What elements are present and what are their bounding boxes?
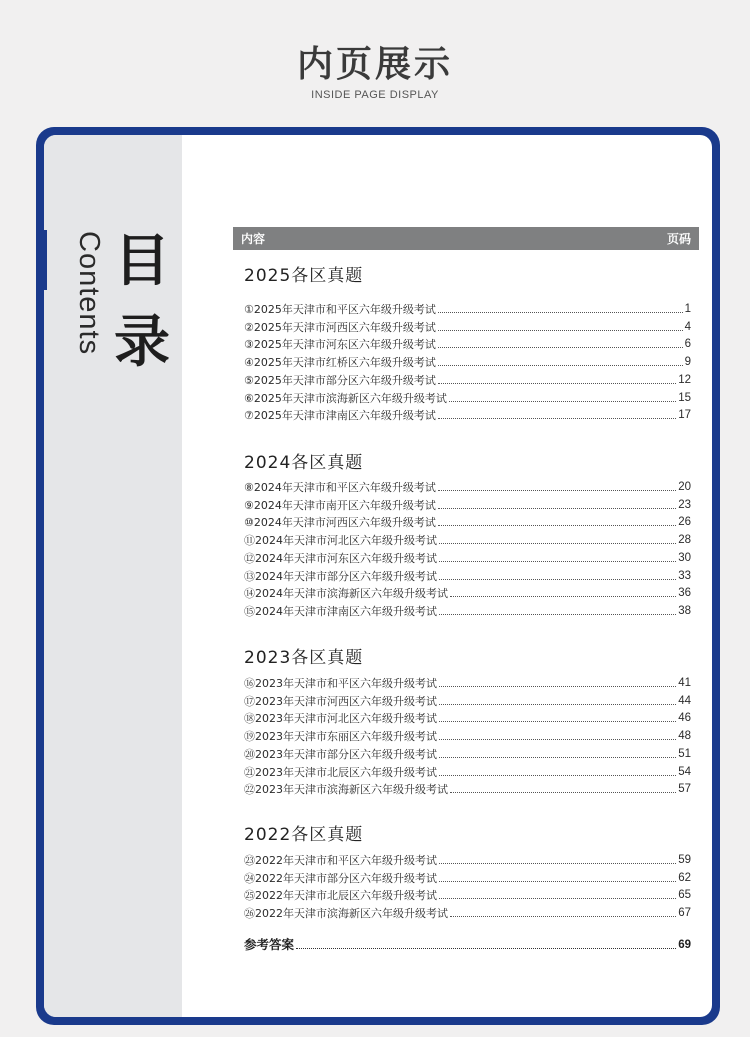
side-accent-bar bbox=[44, 230, 47, 290]
dot-leader bbox=[438, 330, 683, 331]
dot-leader bbox=[439, 775, 676, 776]
toc-title-char-1: 目 bbox=[114, 229, 170, 294]
toc-entry-label: ㉑2023年天津市北辰区六年级升级考试 bbox=[244, 765, 437, 779]
toc-entry-page: 54 bbox=[678, 765, 691, 778]
toc-entry bbox=[244, 568, 691, 585]
section-title: 2023各区真题 bbox=[244, 648, 364, 668]
toc-entry bbox=[244, 781, 691, 798]
toc-entry bbox=[244, 301, 691, 318]
toc-entry-page: 65 bbox=[678, 889, 691, 902]
toc-entry-page: 38 bbox=[678, 604, 691, 617]
dot-leader bbox=[439, 561, 676, 562]
toc-entry-page: 33 bbox=[678, 569, 691, 582]
toc-title-char-2: 录 bbox=[114, 310, 170, 375]
answers-entry bbox=[244, 936, 691, 954]
toc-entry bbox=[244, 887, 691, 904]
toc-entry bbox=[244, 514, 691, 531]
dot-leader bbox=[296, 948, 676, 949]
dot-leader bbox=[438, 383, 676, 384]
dot-leader bbox=[438, 418, 676, 419]
dot-leader bbox=[438, 508, 676, 509]
toc-entry-label: ㉖2022年天津市滨海新区六年级升级考试 bbox=[244, 907, 448, 921]
toc-entry-page: 36 bbox=[678, 587, 691, 600]
toc-entry-label: ⑭2024年天津市滨海新区六年级升级考试 bbox=[244, 587, 448, 601]
dot-leader bbox=[439, 739, 676, 740]
dot-leader bbox=[438, 347, 683, 348]
section-title: 2024各区真题 bbox=[244, 453, 364, 473]
toc-entry bbox=[244, 372, 691, 389]
toc-entry-label: ⑩2024年天津市河西区六年级升级考试 bbox=[244, 516, 436, 530]
dot-leader bbox=[439, 579, 676, 580]
toc-entry-page: 51 bbox=[678, 747, 691, 760]
toc-entry-page: 59 bbox=[678, 854, 691, 866]
toc-entry-label: ㉕2022年天津市北辰区六年级升级考试 bbox=[244, 889, 437, 903]
dot-leader bbox=[450, 792, 676, 793]
toc-entry-page: 48 bbox=[678, 730, 691, 743]
toc-entry bbox=[244, 319, 691, 336]
toc-entry-page: 41 bbox=[678, 677, 691, 689]
dot-leader bbox=[439, 543, 676, 544]
toc-entry-page: 28 bbox=[678, 534, 691, 547]
toc-entry-label: ⑥2025年天津市滨海新区六年级升级考试 bbox=[244, 391, 447, 405]
contents-vertical-label: Contents bbox=[73, 231, 105, 356]
dot-leader bbox=[439, 898, 676, 899]
dot-leader bbox=[439, 881, 676, 882]
contents-side-panel bbox=[44, 135, 182, 1017]
toc-entry-page: 12 bbox=[678, 373, 691, 386]
toc-entry-page: 6 bbox=[684, 338, 691, 351]
dot-leader bbox=[438, 365, 683, 366]
answers-label: 参考答案 bbox=[244, 937, 295, 952]
page-subtitle: INSIDE PAGE DISPLAY bbox=[311, 89, 439, 101]
toc-entry-page: 26 bbox=[678, 516, 691, 529]
toc-entry-label: ④2025年天津市红桥区六年级升级考试 bbox=[244, 356, 436, 370]
toc-entry-label: ⑤2025年天津市部分区六年级升级考试 bbox=[244, 373, 436, 387]
toc-entry-page: 20 bbox=[678, 481, 691, 493]
toc-entry bbox=[244, 354, 691, 371]
toc-content bbox=[233, 227, 699, 952]
dot-leader bbox=[439, 614, 676, 615]
toc-entry-page: 15 bbox=[678, 391, 691, 404]
toc-entry-page: 1 bbox=[684, 303, 691, 315]
dot-leader bbox=[439, 686, 676, 687]
toc-entry bbox=[244, 710, 691, 727]
toc-entry-page: 9 bbox=[684, 356, 691, 369]
toc-entry bbox=[244, 693, 691, 710]
toc-entry bbox=[244, 870, 691, 887]
toc-entry bbox=[244, 585, 691, 602]
toc-entry-label: ⑰2023年天津市河西区六年级升级考试 bbox=[244, 694, 437, 708]
dot-leader bbox=[450, 596, 676, 597]
toc-entry-label: ③2025年天津市河东区六年级升级考试 bbox=[244, 338, 436, 352]
toc-entry-label: ⑪2024年天津市河北区六年级升级考试 bbox=[244, 534, 437, 548]
dot-leader bbox=[438, 312, 683, 313]
toc-entry bbox=[244, 905, 691, 922]
dot-leader bbox=[439, 863, 676, 864]
toc-entry bbox=[244, 603, 691, 620]
dot-leader bbox=[439, 704, 676, 705]
toc-entry bbox=[244, 390, 691, 407]
toc-entry-label: ⑫2024年天津市河东区六年级升级考试 bbox=[244, 551, 437, 565]
toc-entry-label: ⑧2024年天津市和平区六年级升级考试 bbox=[244, 481, 436, 494]
header-page-label: 页码 bbox=[666, 232, 691, 246]
toc-entry bbox=[244, 336, 691, 353]
toc-entry-page: 30 bbox=[678, 551, 691, 564]
toc-entry bbox=[244, 407, 691, 424]
toc-entry bbox=[244, 764, 691, 781]
toc-entry bbox=[244, 675, 691, 692]
toc-entry-page: 67 bbox=[678, 907, 691, 920]
toc-entry bbox=[244, 532, 691, 549]
page-title: 内页展示 bbox=[296, 44, 453, 85]
toc-entry-page: 4 bbox=[684, 320, 691, 333]
display-frame bbox=[36, 127, 720, 1025]
toc-entry bbox=[244, 746, 691, 763]
toc-entry-label: ⑦2025年天津市津南区六年级升级考试 bbox=[244, 409, 436, 423]
toc-entry-label: ⑮2024年天津市津南区六年级升级考试 bbox=[244, 604, 437, 618]
answers-page: 69 bbox=[678, 939, 691, 951]
toc-entry-page: 44 bbox=[678, 694, 691, 707]
toc-entry-label: ⑱2023年天津市河北区六年级升级考试 bbox=[244, 712, 437, 726]
dot-leader bbox=[438, 490, 676, 491]
toc-entry-label: ⑳2023年天津市部分区六年级升级考试 bbox=[244, 747, 437, 761]
header-content-label: 内容 bbox=[241, 232, 266, 246]
section-title: 2022各区真题 bbox=[244, 825, 364, 845]
dot-leader bbox=[438, 525, 676, 526]
toc-entry-label: ㉔2022年天津市部分区六年级升级考试 bbox=[244, 871, 437, 885]
toc-table-header bbox=[233, 227, 699, 250]
toc-entry-page: 17 bbox=[678, 409, 691, 422]
toc-entry-label: ②2025年天津市河西区六年级升级考试 bbox=[244, 320, 436, 334]
section-title: 2025各区真题 bbox=[244, 266, 364, 286]
toc-entry-label: ㉒2023年天津市滨海新区六年级升级考试 bbox=[244, 783, 448, 797]
dot-leader bbox=[439, 757, 676, 758]
toc-entry-page: 57 bbox=[678, 783, 691, 796]
toc-entry-page: 46 bbox=[678, 712, 691, 725]
toc-entry-label: ⑲2023年天津市东丽区六年级升级考试 bbox=[244, 730, 437, 744]
dot-leader bbox=[439, 721, 676, 722]
toc-entry-label: ㉓2022年天津市和平区六年级升级考试 bbox=[244, 854, 437, 867]
toc-entry bbox=[244, 728, 691, 745]
toc-entry-label: ⑨2024年天津市南开区六年级升级考试 bbox=[244, 498, 436, 512]
toc-entry-label: ⑬2024年天津市部分区六年级升级考试 bbox=[244, 569, 437, 583]
toc-entry-label: ①2025年天津市和平区六年级升级考试 bbox=[244, 303, 436, 316]
toc-entry bbox=[244, 550, 691, 567]
toc-entry bbox=[244, 852, 691, 869]
toc-entry bbox=[244, 479, 691, 496]
book-page bbox=[44, 135, 712, 1017]
toc-entry-label: ⑯2023年天津市和平区六年级升级考试 bbox=[244, 677, 437, 690]
dot-leader bbox=[450, 916, 676, 917]
toc-entry-page: 23 bbox=[678, 498, 691, 511]
dot-leader bbox=[449, 401, 676, 402]
toc-entry bbox=[244, 497, 691, 514]
toc-entry-page: 62 bbox=[678, 871, 691, 884]
